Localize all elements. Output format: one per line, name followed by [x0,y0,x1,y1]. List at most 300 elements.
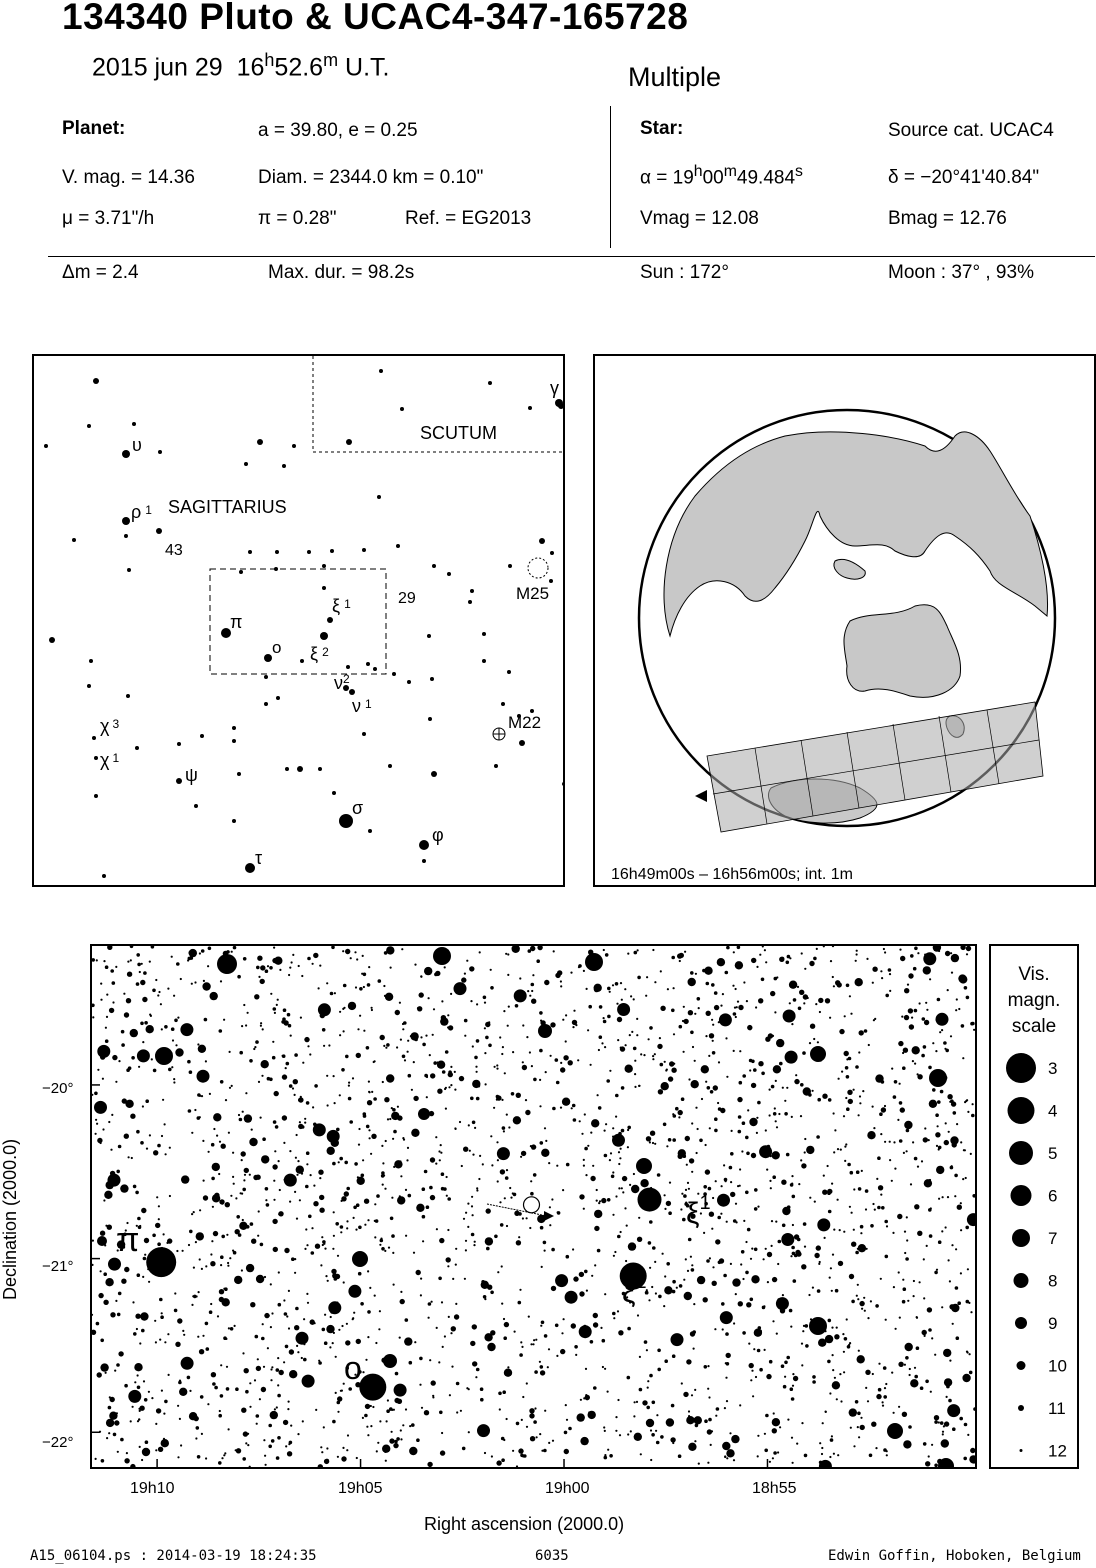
field-star [607,1391,609,1393]
field-star [615,982,619,986]
field-star [718,1107,722,1111]
field-star [441,1015,446,1020]
field-star [858,1350,860,1352]
field-star [297,1160,299,1162]
field-star [521,1346,523,1348]
field-star [144,1254,146,1256]
field-star [960,1202,962,1204]
field-star [610,1152,612,1154]
field-star [646,1406,650,1410]
field-star [272,1056,276,1060]
field-star [416,1270,421,1275]
field-star [694,1060,696,1062]
field-star [224,1287,228,1291]
field-star [706,1259,710,1263]
field-star [333,1075,335,1077]
field-star [761,1072,765,1076]
field-star [899,1083,901,1085]
field-star [710,1444,712,1446]
field-star [618,1151,620,1153]
field-star [660,1006,665,1011]
finder-star [297,766,303,772]
field-star [672,1280,676,1284]
field-star [844,1160,846,1162]
field-star [625,1044,627,1046]
field-star [652,1246,656,1250]
field-star [438,1150,440,1152]
field-star [685,1258,687,1260]
field-star [813,1038,815,1040]
field-star [784,1376,786,1378]
field-star [612,1214,614,1216]
field-star [332,1162,336,1166]
field-star [765,961,767,963]
field-star [367,1434,369,1436]
field-star [151,946,155,949]
field-star [324,1459,329,1464]
field-star [94,1101,107,1114]
field-star [220,1255,224,1259]
field-star [144,1398,148,1402]
field-star [431,1380,436,1385]
field-star [963,1457,967,1461]
field-star [829,1392,831,1394]
field-star [752,1395,754,1397]
finder-star [431,771,437,777]
field-star [534,1370,538,1374]
field-star [230,1327,234,1331]
field-star [791,1023,793,1025]
field-star [168,1068,172,1072]
field-star [386,1074,394,1082]
field-star [286,1062,290,1066]
field-star [379,1420,381,1422]
field-star [447,1229,449,1231]
field-star [499,1408,501,1410]
field-star [394,1384,407,1397]
field-star [341,1196,346,1201]
field-star [668,1211,672,1215]
finder-star [94,794,98,798]
field-star [892,1232,894,1234]
field-star [956,1123,958,1125]
finder-star [555,399,563,407]
field-star [865,1208,867,1210]
field-star [832,1254,834,1256]
field-star [92,1330,96,1335]
field-star [590,1132,592,1134]
field-star [136,982,140,986]
field-star [95,1133,97,1135]
field-star [244,1114,252,1122]
field-star [579,1120,581,1122]
field-star [169,1195,171,1197]
field-star [624,988,626,990]
field-star [886,1225,888,1227]
field-star [917,1166,919,1168]
field-star [901,1016,903,1018]
field-star [368,1081,370,1083]
field-star [249,1174,251,1176]
field-star [424,1410,429,1415]
field-star [528,1316,530,1318]
field-star [676,1287,678,1289]
field-star [138,1066,140,1068]
field-star [226,1387,230,1391]
field-star [386,1409,390,1413]
field-star [906,1239,908,1241]
field-star [367,1310,371,1314]
field-star [881,1107,886,1112]
x-tick-19h05: 19h05 [338,1480,383,1497]
field-star [970,1448,975,1453]
field-star [380,1035,385,1040]
field-star [526,1426,528,1428]
field-star [790,1255,792,1257]
field-star [849,995,851,997]
field-star [747,1025,752,1030]
field-star [620,982,622,984]
field-star [182,1250,184,1252]
field-star [691,1122,693,1124]
field-star [843,1231,845,1233]
field-star [531,983,535,987]
field-star [671,956,675,960]
field-star [525,1110,530,1115]
field-star [860,1417,862,1419]
field-star [472,1045,474,1047]
field-star [213,1113,221,1121]
field-star [884,1220,888,1224]
field-star [633,998,635,1000]
field-star [658,1295,662,1299]
field-star [689,1158,694,1163]
field-star [296,1134,298,1136]
field-star [333,1235,335,1237]
field-star [740,1263,742,1265]
field-star [604,1368,606,1370]
field-star [953,1111,957,1115]
field-star [768,1033,773,1038]
field-star [174,1292,176,1294]
finder-star [285,767,289,771]
field-star [714,991,718,995]
field-star [652,1058,654,1060]
field-star [364,1414,368,1418]
field-star [562,1098,570,1106]
field-star [219,1289,224,1294]
field-star [165,1153,167,1155]
field-star [196,1232,204,1240]
field-star [772,1418,780,1426]
field-star [503,1130,505,1132]
field-star [223,1454,225,1456]
field-star [464,1035,466,1037]
field-star [151,1058,153,1060]
field-star [628,1242,636,1250]
finder-star [300,659,304,663]
field-star [358,1144,360,1146]
field-star [232,1250,234,1252]
field-star [695,1107,697,1109]
field-star [529,1408,534,1413]
field-star [237,975,241,979]
field-star [929,1310,931,1312]
field-star [484,1002,486,1004]
field-star [617,1310,619,1312]
field-star [396,1046,398,1048]
sun-elongation: Sun : 172° [640,262,729,283]
field-star [963,1149,965,1151]
field-star [911,1017,913,1019]
field-star [277,1357,279,1359]
field-star [293,1079,298,1084]
finder-star [94,756,98,760]
field-star [657,1349,661,1353]
field-star [726,1076,728,1078]
field-star [228,1132,230,1134]
field-star [287,1451,292,1456]
field-star [545,1140,547,1142]
finder-star [89,659,93,663]
field-star [876,1394,881,1399]
field-star [95,1458,97,1460]
field-star [711,1019,713,1021]
field-star [205,1060,207,1062]
field-star [735,1016,737,1018]
field-star [621,1187,623,1189]
field-star [597,1249,601,1253]
field-star [551,1248,555,1252]
field-star [197,1043,199,1045]
field-star [914,947,918,951]
omicron-label: o [272,638,282,657]
field-star [691,1268,695,1272]
field-star [301,1357,303,1359]
field-star [836,1398,838,1400]
field-star [134,1363,142,1371]
field-star [721,1302,725,1306]
field-star [917,1231,922,1236]
field-star [585,953,603,971]
finder-star [87,424,91,428]
planet-heading: Planet: [62,118,126,139]
field-star [555,1058,559,1062]
field-star [886,1454,888,1456]
field-star [834,1377,836,1379]
field-star [318,1361,322,1365]
field-star [512,946,520,953]
field-star [286,1315,288,1317]
field-star [290,1035,292,1037]
field-star [967,1351,969,1353]
field-star [642,1400,647,1405]
field-star [883,1366,887,1370]
field-star [601,1042,603,1044]
field-star [859,1030,864,1035]
field-star [654,1143,656,1145]
field-star [873,1127,875,1129]
field-star [541,1266,543,1268]
field-star [942,1196,944,1198]
field-star [916,1316,918,1318]
field-star [464,973,466,975]
field-star [320,1446,322,1448]
field-star [914,1367,916,1369]
field-star [164,1025,168,1029]
field-star [686,1359,691,1364]
field-star [584,1270,588,1274]
field-star [857,1426,859,1428]
field-star [899,1139,903,1143]
field-star [893,1095,897,1099]
field-star [382,1081,384,1083]
field-star [366,1125,370,1129]
field-star [703,1185,707,1189]
field-star [108,1406,112,1410]
field-star [882,1405,884,1407]
field-star [273,1180,275,1182]
field-star [588,1005,592,1009]
field-star [693,1303,695,1305]
field-star [604,1456,608,1460]
field-star [622,1176,627,1181]
field-star [712,1197,714,1199]
field-star [934,1271,938,1275]
field-star [954,1195,956,1197]
field-star [868,1044,870,1046]
field-star [285,1067,287,1069]
field-star [742,1121,746,1125]
field-star [450,1084,452,1086]
field-star [436,1327,438,1329]
field-star [191,1213,193,1215]
field-star [261,1337,265,1341]
field-star [485,1036,489,1040]
field-star [116,1412,118,1414]
field-star [591,1275,593,1277]
field-star [867,1317,869,1319]
field-star [428,1317,430,1319]
star-source-catalog: Source cat. UCAC4 [888,120,1054,141]
field-star [363,986,365,988]
field-star [723,1274,727,1278]
field-star [306,1293,308,1295]
field-star [620,1231,622,1233]
field-star [658,1089,663,1094]
field-star [100,1363,108,1371]
x-axis-label: Right ascension (2000.0) [424,1514,625,1534]
field-star [422,1215,426,1219]
field-star [205,1265,207,1267]
field-star [292,1087,294,1089]
field-star [472,1361,477,1366]
field-star [541,1149,549,1157]
field-star [550,1055,552,1057]
field-star [571,1323,576,1328]
field-star [135,1314,140,1319]
field-star [96,959,98,961]
field-star [831,1327,833,1329]
field-star [903,1048,908,1053]
field-star [575,1354,577,1356]
field-star [105,1039,109,1043]
field-star [906,1150,908,1152]
field-star [499,1201,501,1203]
field-star [273,1007,277,1011]
field-star [636,1034,638,1036]
field-star [124,1384,128,1388]
field-star [337,1411,339,1413]
rho1-label: ρ $^1$ [131,502,152,522]
field-star [627,1376,631,1380]
field-star [654,1261,656,1263]
field-star [924,1335,926,1337]
field-star [497,1147,510,1160]
field-star [866,958,868,960]
field-star [436,1228,438,1230]
field-star [586,988,588,990]
field-star [491,1455,493,1457]
field-star [479,951,481,953]
field-star [751,1083,756,1088]
field-star [142,1105,144,1107]
field-star [855,960,857,962]
field-star [477,1424,490,1437]
field-star [260,1243,264,1247]
field-star [369,1287,371,1289]
field-star [964,1101,966,1103]
field-star [591,1119,599,1127]
field-star [389,1118,391,1120]
field-star [650,1131,655,1136]
field-star [781,1233,794,1246]
finder-star [468,600,472,604]
field-star [964,1423,968,1427]
field-star [216,1135,218,1137]
field-star [707,1462,709,1464]
field-star [834,1129,836,1131]
field-star [494,1235,498,1239]
field-star [110,1149,112,1151]
field-star [572,1248,574,1250]
field-star [876,1178,878,1180]
field-star [242,1188,246,1192]
field-star [660,1063,664,1067]
field-star [838,1261,843,1266]
field-star [324,1248,326,1250]
field-star [725,1037,727,1039]
field-star [479,1155,481,1157]
field-star [505,953,507,955]
field-star [967,1434,969,1436]
field-star [339,1034,341,1036]
field-star [424,1170,428,1174]
field-star [843,1115,845,1117]
field-star [158,991,160,993]
field-star [385,1047,387,1049]
field-star [218,1414,222,1418]
field-star [607,1198,611,1202]
field-star [145,1440,149,1444]
field-star [604,1130,606,1132]
field-star [362,1417,364,1419]
field-star [400,1291,402,1293]
field-star [211,1143,215,1147]
finder-star [550,551,554,555]
field-star [188,1244,190,1246]
field-star [594,1226,599,1231]
